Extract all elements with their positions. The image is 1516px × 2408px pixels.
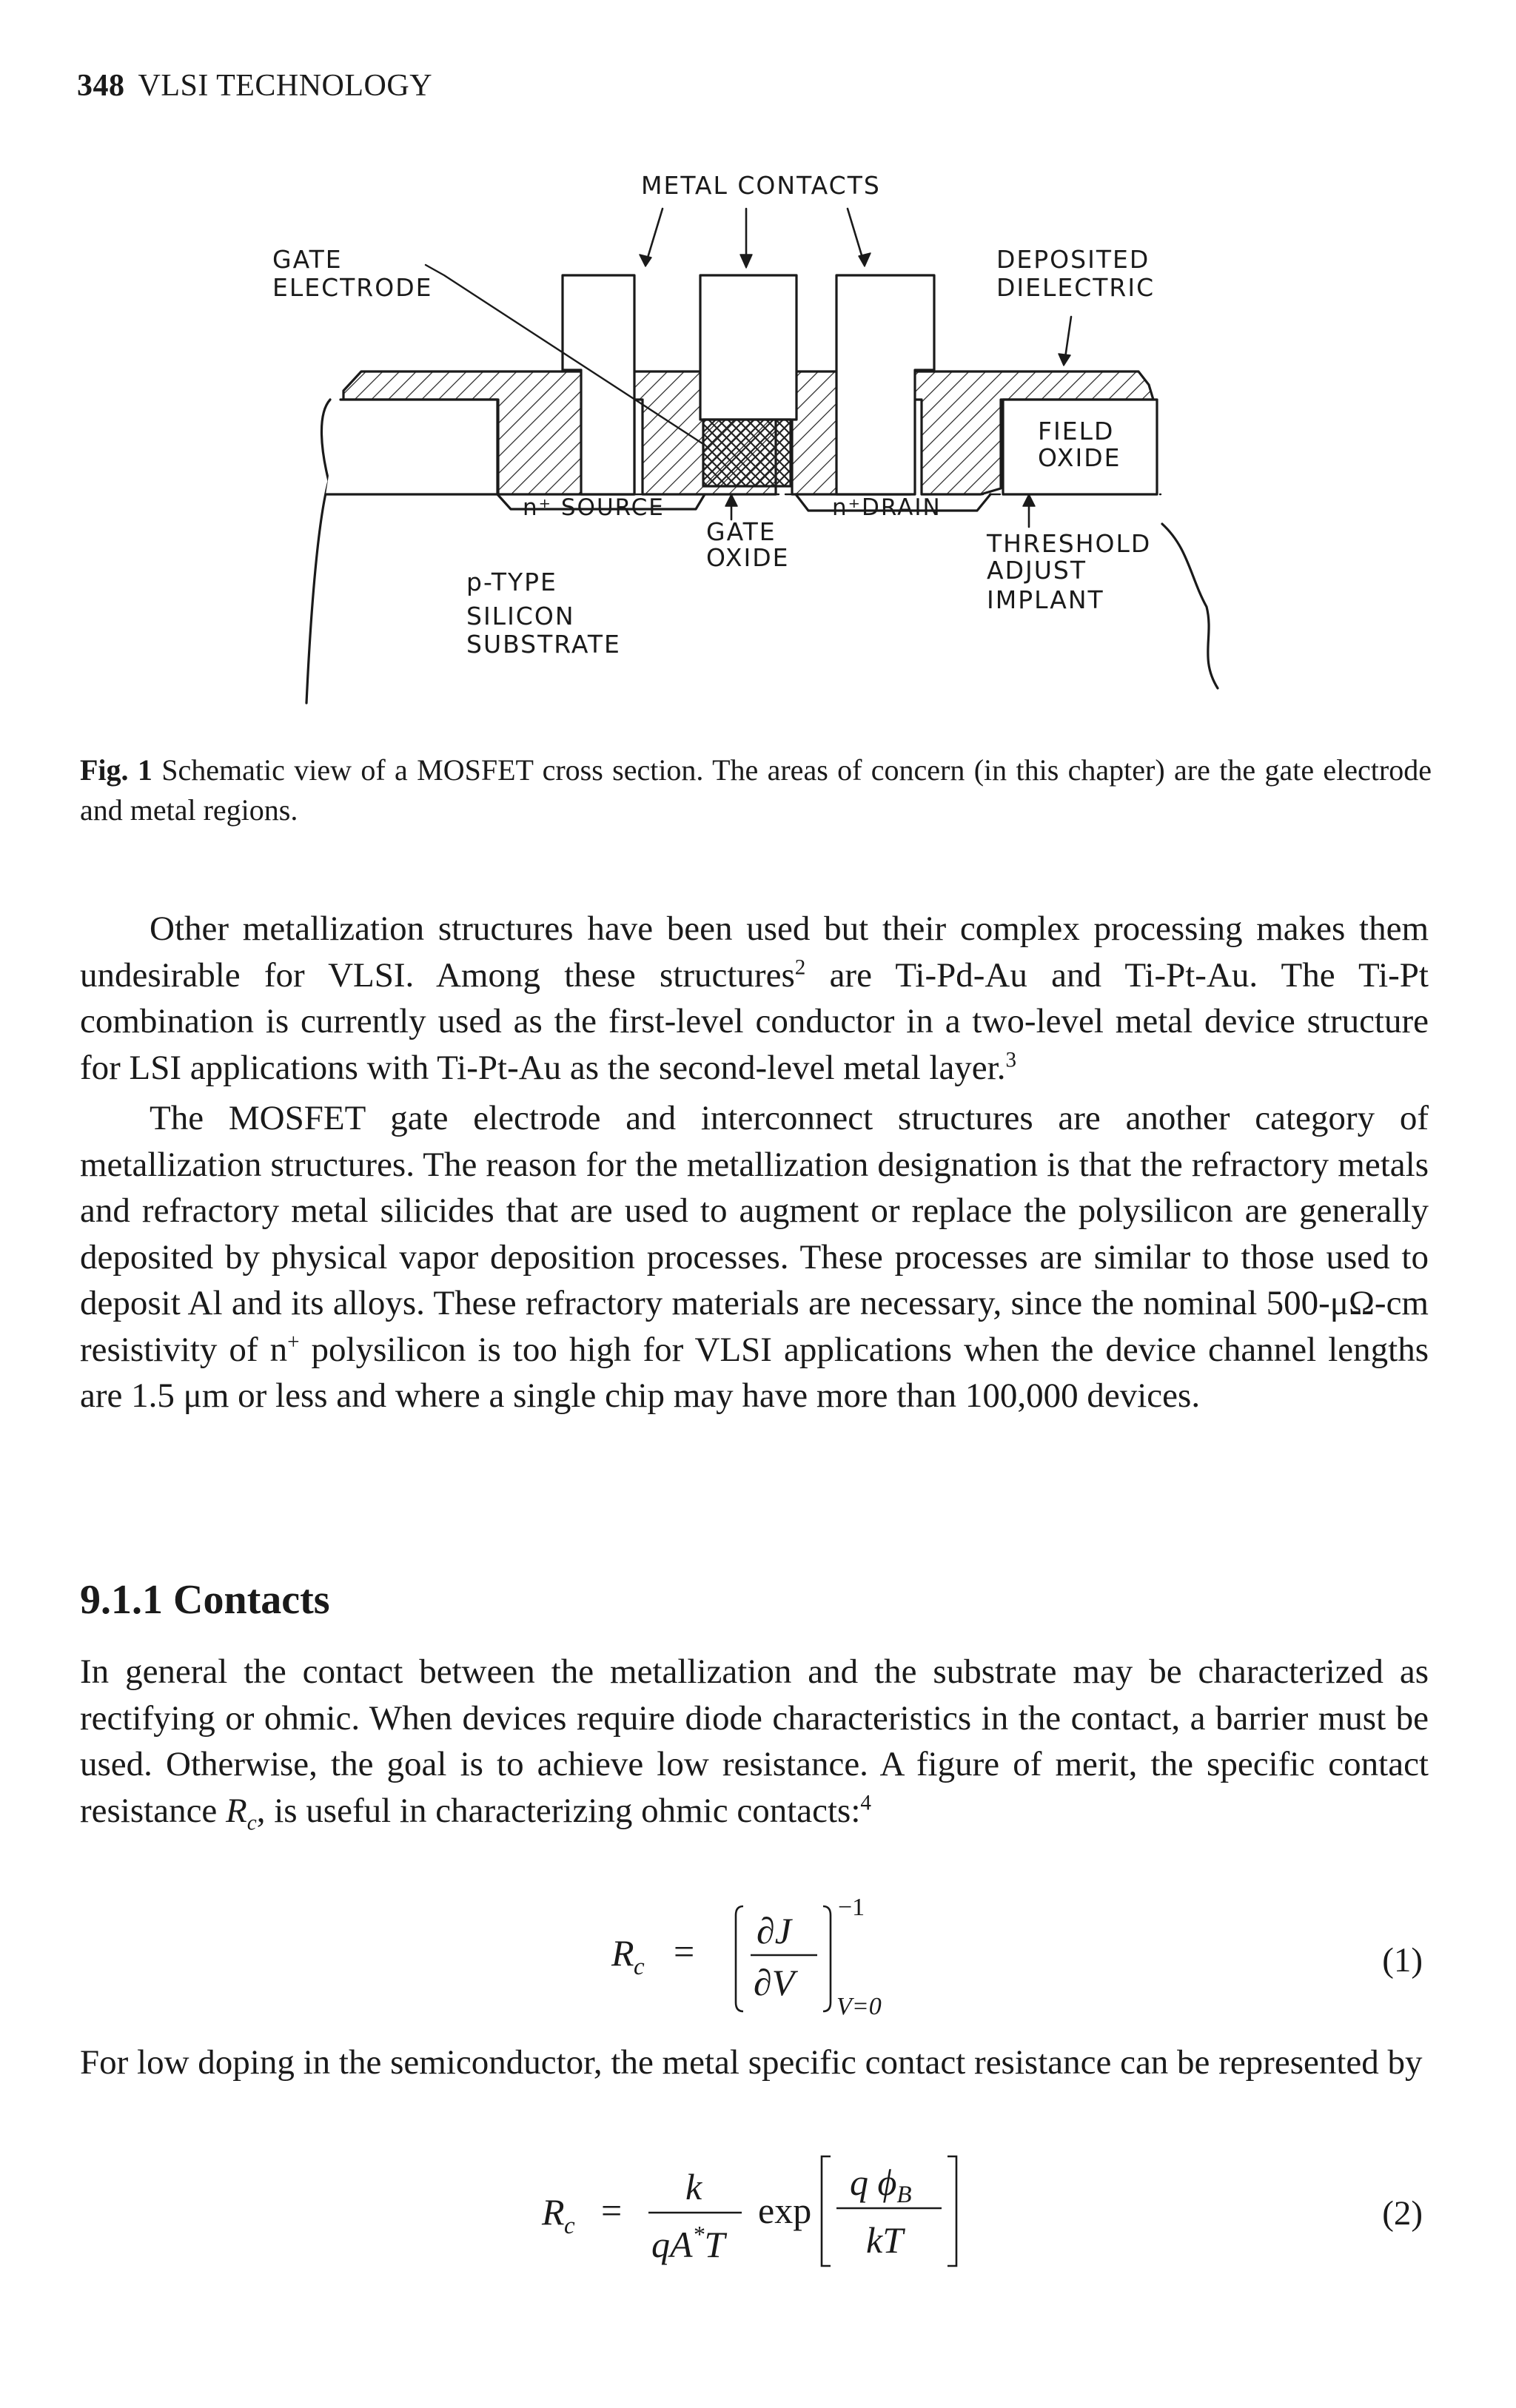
section-number: 9.1.1	[80, 1577, 163, 1623]
label-substrate: SILICON	[466, 602, 575, 630]
label-threshold: THRESHOLD	[987, 529, 1152, 558]
label-metal-contacts: METAL CONTACTS	[641, 171, 881, 200]
svg-text:c: c	[634, 1954, 645, 1980]
body-text	[80, 906, 1429, 1419]
label-threshold: IMPLANT	[987, 585, 1104, 614]
label-gate-oxide: GATE	[706, 517, 777, 546]
label-threshold: ADJUST	[987, 556, 1087, 585]
section-title: Contacts	[173, 1577, 330, 1623]
svg-text:exp: exp	[758, 2190, 812, 2231]
svg-text:q ϕB: q $\phi_B$	[850, 2162, 912, 2208]
paragraph: The MOSFET gate electrode and interconnect structures are another category of metallization structures. The reason for the metallization designation is that the refractory metals and refractory metal silicides that are used to augment or replace the polysilicon are generally deposited by physical vapor deposition processes. These processes are similar to those used to deposit Al and its alloys. These refractory materials are necessary, since the nominal 500-μΩ-cm resistivity of n+ polysilicon is too high for VLSI applications when the device channel lengths are 1.5 μm or less and where a single chip may have more than 100,000 devices.	[80, 1099, 1429, 1415]
mosfet-figure	[0, 148, 1516, 733]
running-head	[77, 68, 432, 104]
equation-1	[0, 1891, 1516, 2025]
caption-text: Schematic view of a MOSFET cross section. The areas of concern (in this chapter) are the gate electrode and metal regions.	[80, 753, 1432, 827]
label-deposited-dielectric: DEPOSITED	[996, 245, 1150, 274]
paragraph: In general the contact between the metallization and the substrate may be characterized as rectifying or ohmic. When devices require diode characteristics in the contact, a barrier must be used. Otherwise, the goal is to achieve low resistance. A figure of merit, the specific contact resistance $R_c$, is useful in characterizing ohmic contacts:$^4$	[80, 1652, 1429, 1834]
label-field-oxide: FIELD	[1038, 417, 1115, 445]
label-substrate: p-TYPE	[466, 568, 557, 596]
svg-text:kT: kT	[866, 2219, 903, 2261]
running-title: VLSI TECHNOLOGY	[138, 69, 433, 103]
equation-2	[0, 2146, 1516, 2272]
svg-text:V=0: V=0	[836, 1993, 882, 2020]
svg-text:∂V: ∂V	[754, 1962, 795, 2003]
figure-caption	[80, 750, 1432, 830]
svg-text:qA*T: qA*T	[651, 2221, 725, 2265]
svg-text:R: R	[611, 1932, 634, 1974]
label-field-oxide: OXIDE	[1038, 443, 1121, 472]
label-gate-electrode: GATE	[272, 245, 343, 274]
equation-1-number: (1)	[1382, 1941, 1423, 1980]
svg-text:c: c	[564, 2213, 575, 2239]
metal-contact-gate	[700, 275, 796, 420]
contacts-text	[80, 1649, 1429, 1834]
paragraph: For low doping in the semiconductor, the metal specific contact resistance can be represented by	[80, 2043, 1423, 2082]
svg-text:k: k	[685, 2166, 702, 2207]
svg-text:R: R	[542, 2191, 565, 2233]
page-number: 348	[77, 69, 125, 103]
field-oxide-left	[326, 400, 497, 494]
label-gate-electrode: ELECTRODE	[272, 273, 433, 302]
label-substrate: SUBSTRATE	[466, 630, 621, 659]
substrate-outline	[306, 400, 330, 703]
contacts-text-2	[80, 2039, 1429, 2086]
svg-text:−1: −1	[838, 1894, 865, 1921]
svg-text:=: =	[601, 2190, 623, 2231]
label-drain: n⁺DRAIN	[832, 494, 942, 521]
label-source: n⁺ SOURCE	[523, 494, 665, 521]
label-deposited-dielectric: DIELECTRIC	[996, 273, 1156, 302]
gate-electrode	[703, 420, 791, 486]
label-gate-oxide: OXIDE	[706, 543, 790, 572]
paragraph: Other metallization structures have been used but their complex processing makes them undesirable for VLSI. Among these structures$^2$ are Ti-Pd-Au and Ti-Pt-Au. The Ti-Pt combination is currently used as the first-level conductor in a two-level metal device structure for LSI applications with Ti-Pt-Au as the second-level metal layer.$^3$	[80, 909, 1429, 1087]
svg-text:=: =	[674, 1931, 695, 1972]
equation-2-number: (2)	[1382, 2194, 1423, 2233]
svg-text:∂J: ∂J	[757, 1910, 791, 1951]
section-heading	[80, 1576, 330, 1624]
substrate-outline-right	[1162, 524, 1218, 688]
caption-label: Fig. 1	[80, 753, 152, 787]
